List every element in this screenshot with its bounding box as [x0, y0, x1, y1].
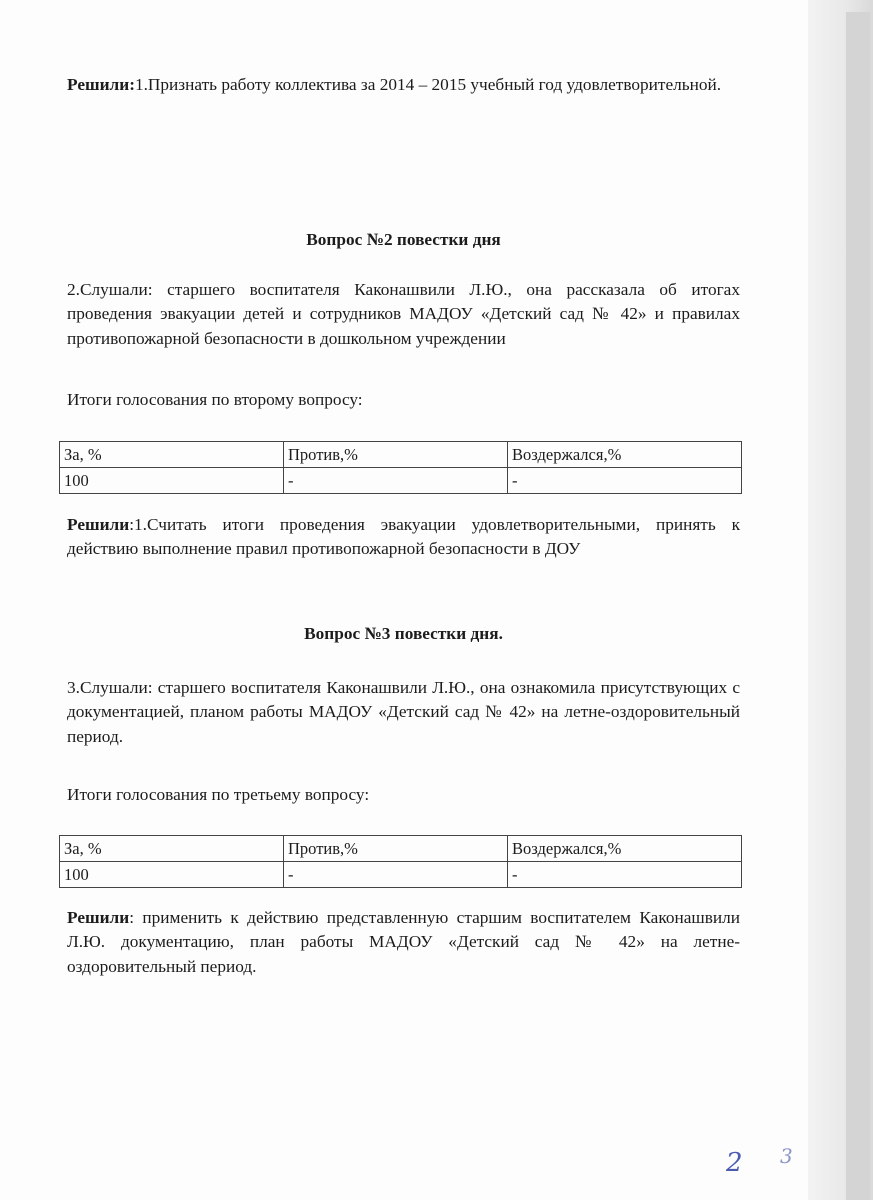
header-for: За, % [60, 442, 284, 468]
cell-against: - [284, 862, 508, 888]
handwritten-page-number-faint: 3 [780, 1144, 793, 1168]
cell-for: 100 [60, 468, 284, 494]
scan-edge-shadow [846, 12, 870, 1200]
header-against: Против,% [284, 442, 508, 468]
table-row [60, 468, 742, 494]
cell-abstain: - [508, 862, 742, 888]
header-for: За, % [60, 836, 284, 862]
cell-against: - [284, 468, 508, 494]
cell-abstain: - [508, 468, 742, 494]
header-abstain: Воздержался,% [508, 442, 742, 468]
header-against: Против,% [284, 836, 508, 862]
cell-for: 100 [60, 862, 284, 888]
question-2-heard: 2.Слушали: старшего воспитателя Каконашвили Л.Ю., она рассказала об итогах проведения эвакуации детей и сотрудников МАДОУ «Детский сад № 42» и правилах противопожарной безопасности в дошкольном учреждении [67, 280, 740, 348]
decision-2: Решили:1.Считать итоги проведения эвакуации удовлетворительными, принять к действию выполнение правил противопожарной безопасности в ДОУ [67, 515, 740, 559]
vote-table-2 [59, 441, 742, 494]
question-3-heading: Вопрос №3 повестки дня. [304, 624, 503, 643]
handwritten-page-number: 2 [726, 1148, 743, 1178]
question-2-vote-title: Итоги голосования по второму вопросу: [67, 390, 363, 409]
table-header-row [60, 836, 742, 862]
question-2-heading: Вопрос №2 повестки дня [306, 230, 501, 249]
question-3-heard: 3.Слушали: старшего воспитателя Каконашвили Л.Ю., она ознакомила присутствующих с документацией, планом работы МАДОУ «Детский сад № 42» на летне-оздоровительный период. [67, 678, 740, 746]
question-3-vote-title: Итоги голосования по третьему вопросу: [67, 785, 370, 804]
decision-3: Решили: применить к действию представленную старшим воспитателем Каконашвили Л.Ю. документацию, план работы МАДОУ «Детский сад № 42» на летне-оздоровительный период. [67, 908, 740, 976]
vote-table-3 [59, 835, 742, 888]
table-row [60, 862, 742, 888]
header-abstain: Воздержался,% [508, 836, 742, 862]
table-header-row [60, 442, 742, 468]
decision-1: Решили:1.Признать работу коллектива за 2014 – 2015 учебный год удовлетворительной. [67, 75, 722, 94]
